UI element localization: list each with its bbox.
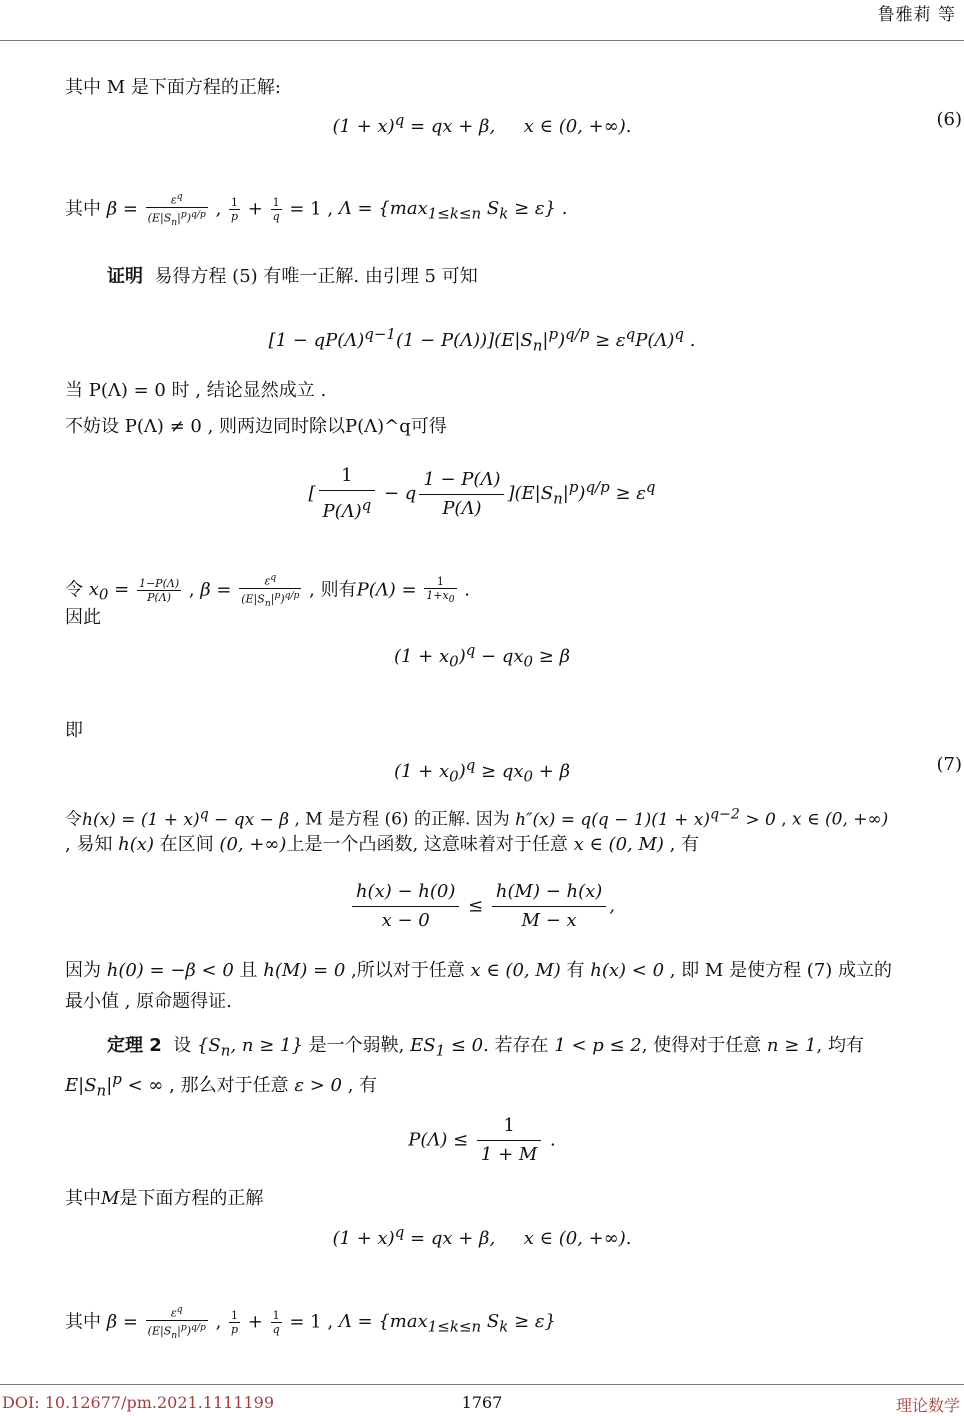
inequality-2: [ $\frac{1}{P(\Lambda)^q}$ − q $\frac{1 - P(\Lambda)}{P(\Lambda)}$ ]$(E|S_n|^p)^{q/p} \ge \varepsilon^q$ xyxy=(0,462,964,526)
paragraph-h-definition: 令$h(x) = (1 + x)^q$ − qx − β , M 是方程 (6) 的正解. 因为 $h''(x) = q(q - 1)(1 + x)^{q-2} > 0$ , x ∈ (0, +∞) xyxy=(65,806,889,830)
paragraph-beta-definition: 其中 β = $\frac{\varepsilon^q}{(E|S_n|^p)^{q/p}}$ , $\frac{1}{p}$ + $\frac{1}{q}$ = 1 , $\Lambda = \{\max_{1\le k\le n}$ $S_k \ge \varepsilon$} . xyxy=(65,191,568,228)
inequality-5: P(Λ) ≤ $\frac{1}{1 + M}$ . xyxy=(0,1112,964,1169)
paragraph-x0-definition: 令 $x_0$ = $\frac{1-P(\Lambda)}{P(\Lambda)}$ , β = $\frac{\varepsilon^q}{(E|S_n|^p)^{q/p}}$ , 则有P(Λ) = $\frac{1}{1+x_0}$ . xyxy=(65,572,470,609)
paragraph-conclusion: 因为 h(0) = −β < 0 且 h(M) = 0 ,所以对于任意 x ∈ (0, M) 有 h(x) < 0 , 即 M 是使方程 (7) 成立的 xyxy=(65,960,893,981)
mid-text: , 则有 xyxy=(309,579,357,601)
inequality-4: $\frac{h(x) - h(0)}{x - 0}$ ≤ $\frac{h(M) - h(x)}{M - x}$ , xyxy=(0,878,964,935)
equation-7: $(1 + x_0)^q \ge qx_0 + \beta$ (7) xyxy=(393,754,962,786)
inequality-1: $[1 - qP(\Lambda)^{q-1}(1 - P(\Lambda))](E|S_n|^p)^{q/p} \ge \varepsilon^qP(\Lambda)^q$ . xyxy=(268,325,696,355)
proof-text: 易得方程 (5) 有唯一正解. 由引理 5 可知 xyxy=(154,266,478,287)
equation-6-number: (6) xyxy=(936,109,962,130)
running-head: 鲁雅莉 等 xyxy=(877,5,956,25)
paragraph-qed: 最小值 , 原命题得证. xyxy=(65,991,232,1012)
equation-7-number: (7) xyxy=(936,754,962,775)
paragraph-finite-moment: $E|S_n|^p$ < ∞ , 那么对于任意 ε > 0 , 有 xyxy=(65,1070,378,1100)
doi-link[interactable]: DOI: 10.12677/pm.2021.1111199 xyxy=(2,1393,275,1412)
proof-start xyxy=(107,266,960,288)
prefix-text: 令 xyxy=(65,579,83,601)
footer-rule xyxy=(0,1384,964,1385)
theorem-2: 定理 2 设 {$S_n$, n ≥ 1} 是一个弱鞅, $ES_1 \le 0$. 若存在 1 < p ≤ 2, 使得对于任意 n ≥ 1, 均有 xyxy=(107,1035,864,1060)
proof-label: 证明 xyxy=(107,266,143,287)
paragraph-therefore: 因此 xyxy=(65,607,101,628)
inequality-3: $(1 + x_0)^q - qx_0 \ge \beta$ xyxy=(393,641,571,671)
equation-6-body: $(1 + x)^q$ = qx + β, x ∈ (0, +∞). xyxy=(332,111,632,137)
paragraph-beta-definition-2: 其中 β = $\frac{\varepsilon^q}{(E|S_n|^p)^{q/p}}$ , $\frac{1}{p}$ + $\frac{1}{q}$ = 1 , $\Lambda = \{\max_{1\le k\le n}$ $S_k \ge \varepsilon$} xyxy=(65,1304,556,1341)
header-rule xyxy=(0,40,964,41)
page-number: 1767 xyxy=(461,1393,503,1412)
theorem-label: 定理 2 xyxy=(107,1035,162,1056)
journal-name: 理论数学 xyxy=(895,1396,960,1415)
paragraph-divide: 不妨设 P(Λ) ≠ 0 , 则两边同时除以P(Λ)^q可得 xyxy=(65,416,447,437)
paragraph-convex: , 易知 h(x) 在区间 (0, +∞)上是一个凸函数, 这意味着对于任意 x ∈ (0, M) , 有 xyxy=(65,834,700,855)
paragraph-ie: 即 xyxy=(65,720,83,741)
paragraph-m-definition: 其中 M 是下面方程的正解: xyxy=(65,77,281,98)
prefix-text: 其中 xyxy=(65,198,101,220)
equation-6 xyxy=(0,108,964,139)
paragraph-trivial-case: 当 P(Λ) = 0 时 , 结论显然成立 . xyxy=(65,380,327,401)
equation-8: $(1 + x)^q$ = qx + β, x ∈ (0, +∞). xyxy=(332,1223,632,1249)
paragraph-m-definition-2: 其中M是下面方程的正解 xyxy=(65,1188,264,1209)
